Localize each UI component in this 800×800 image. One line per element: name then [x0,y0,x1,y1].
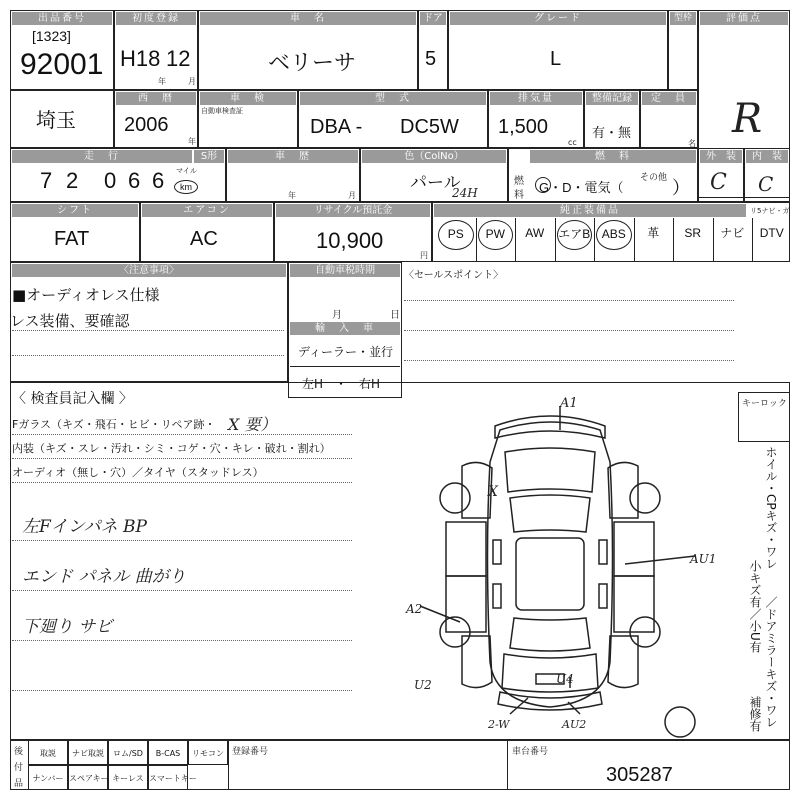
side-note-col-1: ホイル・CPキズ・ワレ [764,446,778,570]
equipment-4: ABS [596,220,632,250]
insp-dotline-4 [12,540,352,541]
fuel-value: G・D・電気（ [539,180,624,195]
exterior-value: C [710,170,727,195]
sales-label: 〈セールスポイント〉 [404,270,504,281]
due-label: 自動車税時期 [290,264,400,277]
record-label: 整備記録 [586,92,638,105]
score-small-label: 型枠 [670,12,696,25]
footer-item-0-3: B-CAS [148,740,188,765]
mileage-label: 走 行 [12,150,192,163]
equipment-1: PW [478,220,514,250]
recycle-unit: 円 [420,251,428,260]
equipment-divider [515,218,516,262]
due-month-unit: 月 [332,310,342,321]
color-value: パール [410,173,461,192]
handwritten-note-3: 下廻り サビ [22,617,113,637]
equipment-2: AW [525,226,545,240]
footer-cat-mid: 付 [14,763,24,773]
meter-label: S形 [194,150,224,163]
interior-value: C [758,172,774,196]
mileage-unit-top: マイル [176,167,197,175]
reg-month: 12 [166,46,191,71]
capacity-label: 定 員 [642,92,696,105]
footer-cat-top: 後 [14,747,24,757]
equipment-divider [752,218,753,262]
import-label: 輸 入 車 [290,322,400,335]
insp-dotline-7 [12,690,352,691]
fuel-close: ） [672,178,690,198]
key-lock-label: キーロック [742,399,787,409]
footer-item-1-0: ナンバー [28,765,68,790]
color-code: 24H [452,186,478,200]
insp-dotline-2 [12,458,352,459]
sales-dotline-1 [404,300,734,301]
year-unit: 年 [188,137,196,146]
mark-au1: AU1 [690,552,717,566]
recycle-label: リサイクル預託金 [276,204,430,217]
exterior-label: 外 装 [700,150,742,163]
mark-u4: U4 [556,672,574,686]
lot-bracket: [1323] [32,28,71,44]
history-year-unit: 年 [288,191,296,200]
equipment-3: エアB [557,220,593,250]
footer-item-1-1: スペアキー [68,765,108,790]
doors-value: 5 [425,48,437,70]
pref-value: 埼玉 [36,110,76,132]
model-prefix: DBA - [310,116,363,138]
recycle-value: 10,900 [316,228,384,253]
history-month-unit: 月 [348,191,356,200]
shift-label: シフト [12,204,138,217]
insp-dotline-1 [12,434,352,435]
model-label: 型 式 [300,92,486,105]
sales-dotline-3 [404,360,734,361]
equipment-6: SR [684,226,702,240]
lot-label: 出品番号 [12,12,112,25]
mileage-digit-4: 6 [128,168,141,193]
equipment-8: DTV [759,226,784,240]
side-note-col-3: ／ドアミラーキズ・ワレ [764,596,778,728]
year-label: 西 暦 [116,92,196,105]
notes-label: 〈注意事項〉 [12,264,286,277]
equipment-divider [713,218,714,262]
handwritten-note-2: エンド パネル 曲がり [22,567,186,587]
equip-label: 純正装備品 [434,204,746,217]
inspector-line-1: Fガラス（キズ・飛石・ヒビ・リペア跡・ [12,418,216,431]
footer-cat-bot: 品 [14,779,24,789]
car-name: ベリーサ [268,50,357,75]
mark-a2: A2 [406,602,423,616]
interior-label: 内 装 [746,150,788,163]
sales-dotline-2 [404,330,734,331]
lot-number: 92001 [20,48,104,81]
side-note-col-2: 小キズ有／小U有 [748,560,762,653]
mileage-digit-5: 6 [152,168,165,193]
door-label: ドア [420,12,446,25]
mark-x: X [488,484,498,500]
ac-label: エアコン [142,204,272,217]
mileage-digit-1: 7 [40,168,53,193]
footer-item-0-0: 取説 [28,740,68,765]
handle-value: 左H ・ 右H [302,377,381,391]
capacity-unit: 名 [688,139,696,148]
name-label: 車 名 [200,12,416,25]
displacement-label: 排気量 [490,92,582,105]
import-value: ディーラー・並行 [298,345,394,359]
mark-w2: 2-W [488,718,510,731]
record-value: 有・無 [592,125,632,140]
footer-item-0-4: リモコン [188,740,228,765]
year-value: 2006 [124,114,169,136]
insp-dotline-5 [12,590,352,591]
mark-u2: U2 [414,678,432,692]
fuel-side-bottom: 料 [514,190,524,201]
shift-value: FAT [54,228,90,250]
equip-small: リ5ナビ・ガ [750,207,790,215]
reg-month-unit: 月 [188,77,196,86]
equipment-divider [555,218,556,262]
chassis-label: 車台番号 [512,747,549,757]
equipment-divider [594,218,595,262]
footer-item-0-2: ロム/SD [108,740,148,765]
insp-dotline-6 [12,640,352,641]
reg-year-unit: 年 [158,77,166,86]
fuel-side-top: 燃 [514,176,524,187]
inspection-label: 車 検 [200,92,296,105]
grade-label: グレード [450,12,666,25]
due-day-unit: 日 [390,310,400,321]
equipment-divider [673,218,674,262]
model-value: DC5W [400,116,459,138]
reg-label: 初度登録 [116,12,196,25]
chassis-value: 305287 [606,764,673,786]
reg-no-box [228,740,508,790]
mark-au2: AU2 [562,718,587,731]
reg-no-label: 登録番号 [232,747,269,757]
footer-item-0-1: ナビ取説 [68,740,108,765]
inspector-line-2: 内装（キズ・スレ・汚れ・シミ・コゲ・穴・キレ・破れ・割れ） [12,442,331,455]
inspection-sub: 自動車検査証 [201,107,243,115]
mileage-unit: km [174,180,198,194]
import-dotline [290,366,400,367]
equipment-5: 革 [647,226,660,240]
displacement-unit: cc [568,138,577,147]
footer-item-1-3: スマートキー [148,765,188,790]
car-damage-diagram [400,392,730,740]
notes-dotline-2 [12,355,284,356]
footer-item-1-2: キーレス [108,765,148,790]
displacement-value: 1,500 [498,116,549,138]
handwritten-note-1: 左Fインパネ BP [22,517,147,537]
ac-value: AC [190,228,218,250]
history-label: 車 歴 [228,150,358,163]
color-label: 色（ColNo） [362,150,506,163]
equipment-7: ナビ [720,226,745,240]
mileage-digit-2: 2 [66,168,79,193]
equipment-0: PS [438,220,474,250]
notes-dotline-1 [12,330,284,331]
mileage-digit-3: 0 [104,168,117,193]
inspector-line-1-mark: X 要） [228,415,277,434]
reg-era: H18 [120,46,161,71]
score-value: R [732,96,763,142]
side-note-col-4: 補修有 [748,696,762,732]
inspector-label: 〈 検査員記入欄 〉 [12,391,133,407]
inspector-line-3: オーディオ（無し・穴）／タイヤ（スタッドレス） [12,466,264,479]
notes-line-1: ■オーディオレス仕様 [12,286,160,304]
mark-a1-top: A1 [560,396,578,411]
fuel-other: その他 [640,173,668,183]
insp-dotline-3 [12,482,352,483]
notes-line-2: レス装備、要確認 [10,312,130,330]
equipment-divider [634,218,635,262]
equipment-divider [476,218,477,262]
grade-value: L [550,48,562,70]
score-label: 評価点 [700,12,788,25]
fuel-label: 燃 料 [530,150,696,163]
